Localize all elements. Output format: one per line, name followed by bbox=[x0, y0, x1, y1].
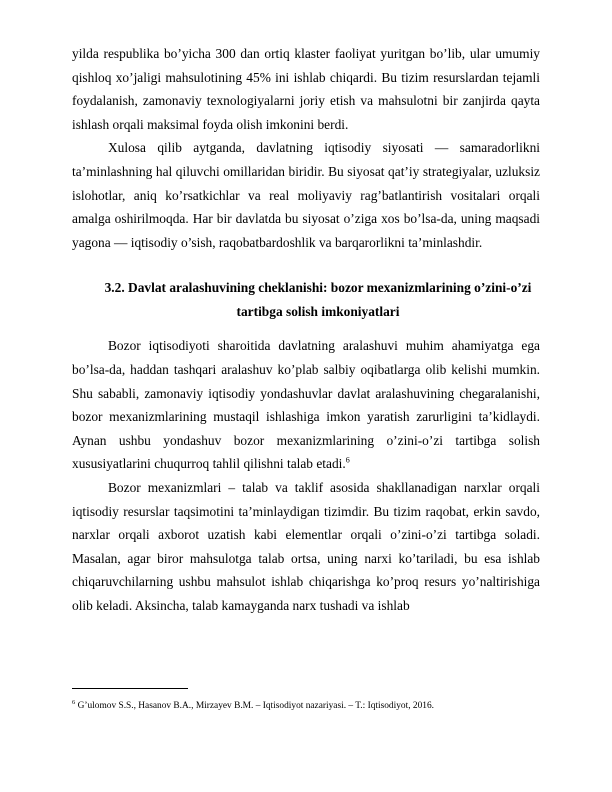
paragraph-text: Bozor iqtisodiyoti sharoitida davlatning aralashuvi muhim ahamiyatga ega bo’lsa-da, haddan tashqari aralashuv ko’plab salbiy oqibatlarga olib kelishi mumkin. Shu sababli, zamonaviy iqtisodiy yondashuvlar davlat aralashuvining chegaralanishi, bozor mexanizmlarining mustaqil ishlashiga imkon yaratish zarurligini ta’kidlaydi. Aynan ushbu yondashuv bozor mexanizmlarining o’zini-o’zi tartibga solish xususiyatlarini chuqurroq tahlil qilishni talab etadi. bbox=[72, 338, 540, 472]
footnote-reference[interactable]: 6 bbox=[345, 455, 350, 465]
footnote-text: G’ulomov S.S., Hasanov B.A., Mirzayev B.M. – Iqtisodiyot nazariyasi. – T.: Iqtisodiyot, 2016. bbox=[77, 701, 434, 711]
paragraph-continuation: yilda respublika bo’yicha 300 dan ortiq klaster faoliyat yuritgan bo’lib, ular umumiy qishloq xo’jaligi mahsulotining 45% ini ishlab chiqardi. Bu tizim resurslardan tejamli foydalanish, zamonaviy texnologiyalarni joriy etish va mahsulotni bir zanjirda qayta ishlash orqali maksimal foyda olish imkonini berdi. bbox=[72, 46, 540, 132]
footnote-divider bbox=[72, 688, 188, 689]
footnote bbox=[72, 700, 540, 712]
paragraph-market-intervention bbox=[72, 334, 540, 476]
paragraph-market-mechanisms: Bozor mexanizmlari – talab va taklif asosida shakllanadigan narxlar orqali iqtisodiy resurslar taqsimotini ta’minlaydigan tizimdir. Bu tizim raqobat, erkin savdo, narxlar orqali axborot uzatish kabi elementlar orqali o’zini-o’zi tartibga soladi. Masalan, agar biror mahsulotga talab ortsa, uning narxi ko’tariladi, bu esa ishlab chiqaruvchilarning ushbu mahsulot ishlab chiqarishga ko’proq resurs yo’naltirishiga olib keladi. Aksincha, talab kamayganda narx tushadi va ishlab bbox=[72, 479, 540, 613]
footnote-marker: 6 bbox=[72, 698, 76, 706]
section-heading: 3.2. Davlat aralashuvining cheklanishi: bozor mexanizmlarining o’zini-o’zi tartibga solish imkoniyatlari bbox=[104, 280, 532, 320]
paragraph-conclusion: Xulosa qilib aytganda, davlatning iqtisodiy siyosati — samaradorlikni ta’minlashning hal qiluvchi omillaridan biridir. Bu siyosat qat’iy strategiyalar, uzluksiz islohotlar, aniq ko’rsatkichlar va real moliyaviy rag’batlantirish vositalari orqali amalga oshirilmoqda. Har bir davlatda bu siyosat o’ziga xos bo’lsa-da, uning maqsadi yagona — iqtisodiy o’sish, raqobatbardoshlik va barqarorlikni ta’minlashdir. bbox=[72, 140, 540, 250]
page-body bbox=[72, 42, 540, 617]
